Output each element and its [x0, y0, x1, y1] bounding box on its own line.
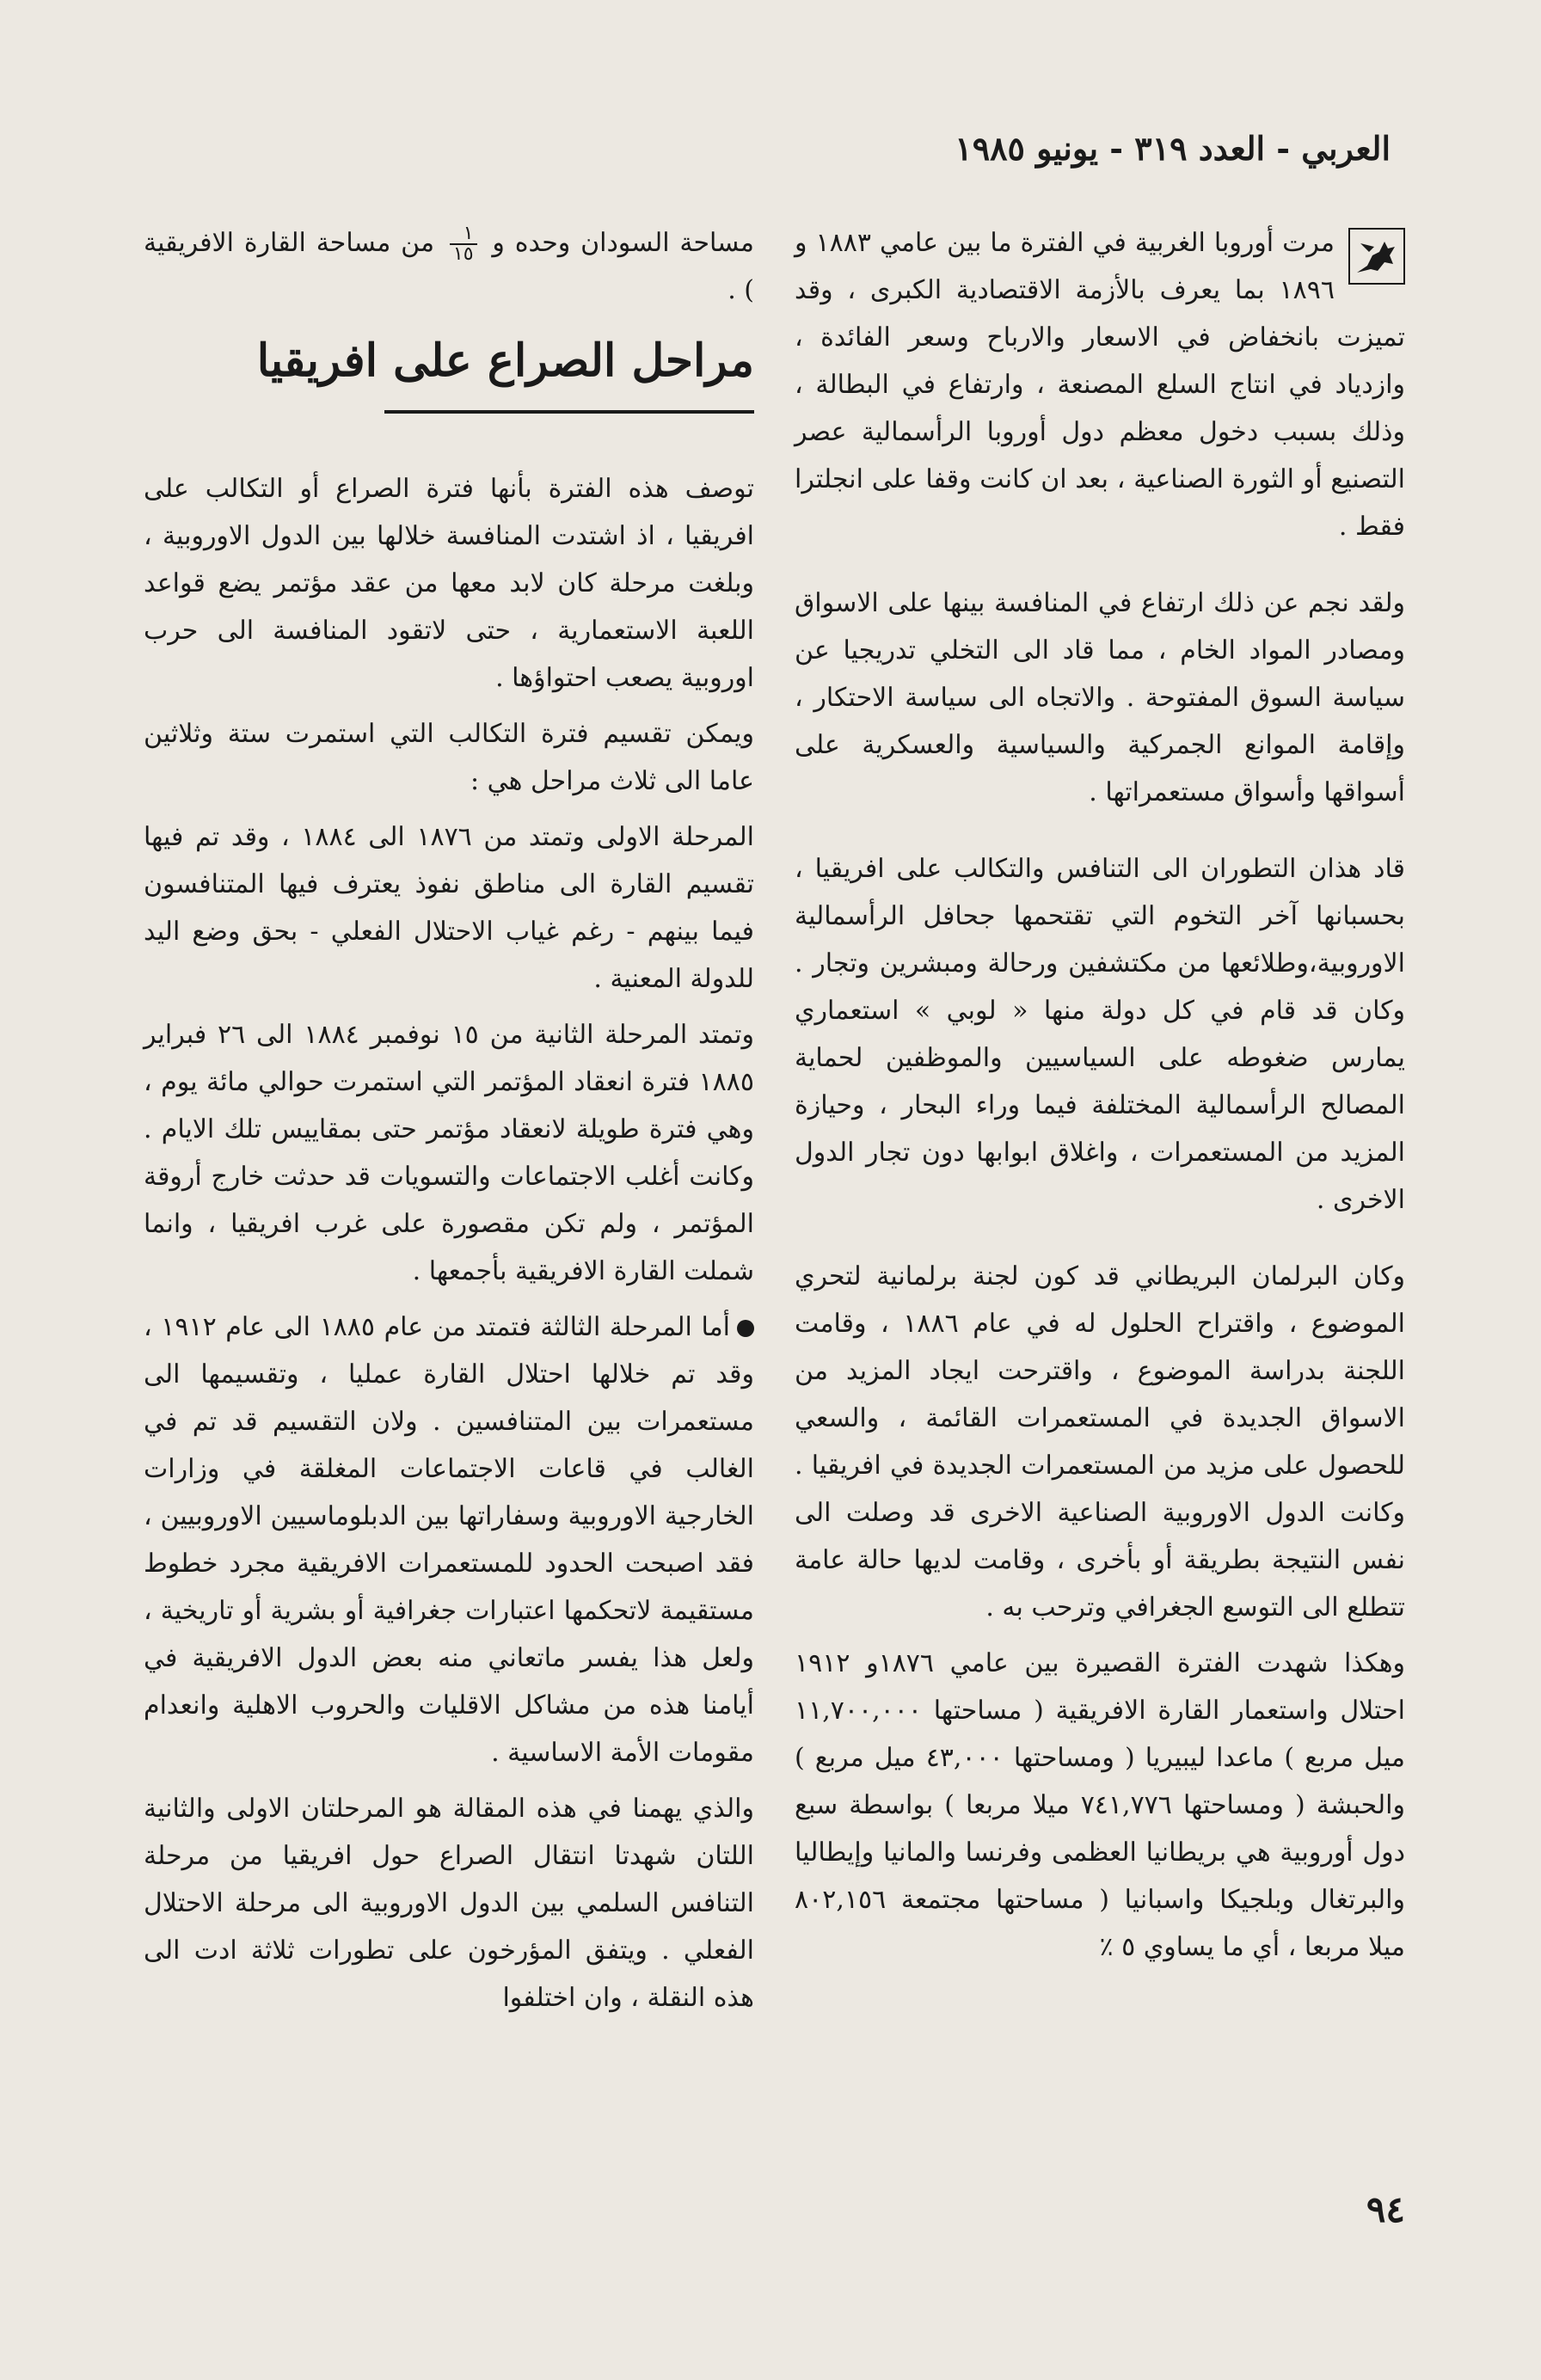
running-head: العربي - العدد ٣١٩ - يونيو ١٩٨٥ — [955, 129, 1391, 168]
fraction — [450, 224, 477, 264]
paragraph: والذي يهمنا في هذه المقالة هو المرحلتان الاولى والثانية اللتان شهدتا انتقال الصراع حول افريقيا من مرحلة التنافس السلمي بين الدول الاوروبية الى مرحلة الاحتلال الفعلي . ويتفق المؤرخون على تطورات ثلاثة ادت الى هذه النقلة ، وان اختلفوا — [144, 1794, 754, 2013]
paragraph: توصف هذه الفترة بأنها فترة الصراع أو التكالب على افريقيا ، اذ اشتدت المنافسة خلالها بين الدول الاوروبية ، وبلغت مرحلة كان لابد معها من عقد مؤتمر يضع قواعد اللعبة الاستعمارية ، حتى لاتقود المنافسة الى حرب اوروبية يصعب احتواؤها . — [144, 474, 754, 693]
paragraph-text: أما المرحلة الثالثة فتمتد من عام ١٨٨٥ الى عام ١٩١٢ ، وقد تم خلالها احتلال القارة عمليا ، وتقسيمها الى مستعمرات بين المتنافسين . ولان التقسيم قد تم في الغالب في قاعات الاجتماعات المغلقة في وزارات الخارجية الاوروبية وسفاراتها بين الدبلوماسيين الاوروبيين ، فقد اصبحت الحدود للمستعمرات الافريقية مجرد خطوط مستقيمة لاتحكمها اعتبارات جغرافية أو بشرية أو تاريخية ، ولعل هذا يفسر ماتعاني منه بعض الدول الافريقية في أيامنا هذه من مشاكل الاقليات والحروب الاهلية وانعدام مقومات الأمة الاساسية . — [144, 1312, 754, 1768]
paragraph-text: مرت أوروبا الغربية في الفترة ما بين عامي ١٨٨٣ و ١٨٩٦ بما يعرف بالأزمة الاقتصادية الكبرى ، وقد تميزت بانخفاض في الاسعار والارباح وسعر الفائدة ، وازدياد في انتاج السلع المصنعة ، وارتفاع في البطالة ، وذلك بسبب دخول معظم دول أوروبا الرأسمالية عصر التصنيع أو الثورة الصناعية ، بعد ان كانت وقفا على انجلترا فقط . — [795, 228, 1405, 542]
section-heading: مراحل الصراع على افريقيا — [256, 334, 754, 387]
heading-rule — [384, 410, 754, 414]
page-number: ٩٤ — [1366, 2188, 1405, 2230]
paragraph: قاد هذان التطوران الى التنافس والتكالب على افريقيا ، بحسبانها آخر التخوم التي تقتحمها جحافل الرأسمالية الاوروبية،وطلائعها من مكتشفين ورحالة ومبشرين وتجار . وكان قد قام في كل دولة منها « لوبي » استعماري يمارس ضغوطه على السياسيين والموظفين لحماية المصالح الرأسمالية المختلفة فيما وراء البحار ، وحيازة المزيد من المستعمرات ، واغلاق ابوابها دون تجار الدول الاخرى . — [795, 854, 1405, 1215]
left-column — [144, 219, 754, 2030]
continuation-before: مساحة السودان وحده و — [492, 228, 754, 258]
continuation-after: من مساحة القارة الافريقية ) . — [144, 228, 754, 305]
paragraph — [144, 1303, 754, 1776]
fraction-numerator: ١ — [450, 224, 477, 245]
paragraph: وتمتد المرحلة الثانية من ١٥ نوفمبر ١٨٨٤ الى ٢٦ فبراير ١٨٨٥ فترة انعقاد المؤتمر التي استمرت حوالي مائة يوم ، وهي فترة طويلة لانعقاد مؤتمر حتى بمقاييس تلك الايام . وكانت أغلب الاجتماعات والتسويات قد حدثت خارج أروقة المؤتمر ، ولم تكن مقصورة على غرب افريقيا ، وانما شملت القارة الافريقية بأجمعها . — [144, 1020, 754, 1286]
fraction-denominator: ١٥ — [452, 243, 474, 265]
paragraph: المرحلة الاولى وتمتد من ١٨٧٦ الى ١٨٨٤ ، وقد تم فيها تقسيم القارة الى مناطق نفوذ يعترف فيها المتنافسون فيما بينهم - رغم غياب الاحتلال الفعلي - بحق وضع اليد للدولة المعنية . — [144, 822, 754, 994]
bullet-icon — [737, 1320, 754, 1337]
paragraph: ولقد نجم عن ذلك ارتفاع في المنافسة بينها على الاسواق ومصادر المواد الخام ، مما قاد الى التخلي تدريجيا عن سياسة السوق المفتوحة . والاتجاه الى سياسة الاحتكار ، وإقامة الموانع الجمركية والسياسية والعسكرية على أسواقها وأسواق مستعمراتها . — [795, 588, 1405, 807]
paragraph: ويمكن تقسيم فترة التكالب التي استمرت ستة وثلاثين عاما الى ثلاث مراحل هي : — [144, 719, 754, 796]
right-column — [795, 219, 1405, 2000]
paragraph: وكان البرلمان البريطاني قد كون لجنة برلمانية لتحري الموضوع ، واقتراح الحلول له في عام ١٨٨٦ ، وقامت اللجنة بدراسة الموضوع ، واقترحت ايجاد المزيد من الاسواق الجديدة في المستعمرات القائمة ، والسعي للحصول على مزيد من المستعمرات الجديدة في افريقيا . وكانت الدول الاوروبية الصناعية الاخرى قد وصلت الى نفس النتيجة بطريقة أو بأخرى ، وقامت لديها حالة عامة تتطلع الى التوسع الجغرافي وترحب به . — [795, 1261, 1405, 1622]
paragraph — [795, 219, 1405, 550]
paragraph: وهكذا شهدت الفترة القصيرة بين عامي ١٨٧٦و ١٩١٢ احتلال واستعمار القارة الافريقية ( مساحتها ١١,٧٠٠,٠٠٠ ميل مربع ) ماعدا ليبيريا ( ومساحتها ٤٣,٠٠٠ ميل مربع ) والحبشة ( ومساحتها ٧٤١,٧٧٦ ميلا مربعا ) بواسطة سبع دول أوروبية هي بريطانيا العظمى وفرنسا والمانيا وإيطاليا والبرتغال وبلجيكا واسبانيا ( مساحتها مجتمعة ٨٠٢,١٥٦ ميلا مربعا ، أي ما يساوي ٥ ٪ — [795, 1648, 1406, 1962]
section-logo-icon — [1348, 228, 1405, 285]
continuation-text — [144, 219, 754, 314]
